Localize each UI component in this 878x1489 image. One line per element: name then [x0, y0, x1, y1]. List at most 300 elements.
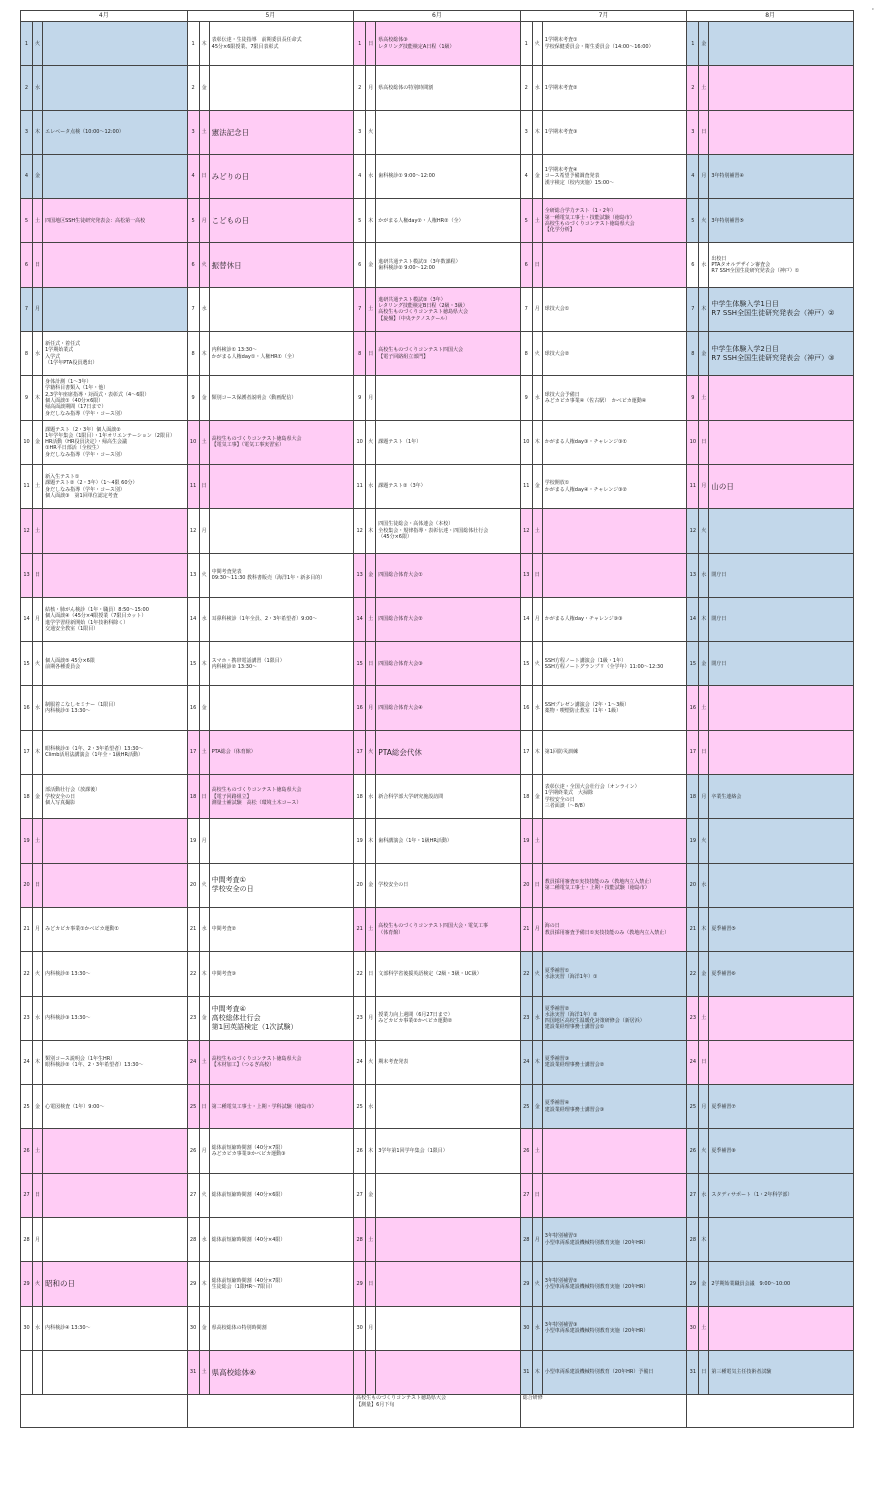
event-text: 内科検診② 13:30～ [43, 952, 188, 996]
day-number: 22 [21, 952, 33, 996]
weekday: 月 [366, 686, 376, 730]
day-number: 12 [520, 509, 532, 553]
weekday: 火 [699, 199, 709, 243]
weekday: 土 [699, 996, 709, 1040]
weekday: 金 [199, 996, 209, 1040]
weekday: 土 [33, 199, 43, 243]
weekday: 月 [366, 996, 376, 1040]
event-text: 中間考査③ [209, 952, 354, 996]
day-number: 26 [687, 1129, 699, 1173]
event-text [43, 22, 188, 66]
event-text: 総体前短縮時間割（40分×7限） 生徒総会（1限HR～7限目） [209, 1262, 354, 1306]
event-text [43, 287, 188, 331]
weekday: 日 [699, 110, 709, 154]
event-text: 新合科学部大学研究施設訪問 [376, 775, 521, 819]
event-text: 身体計測（1～3年） 学籍科目書類入（1年・他） 2,3学年座席指導・対面式・表彰式（4～6限） 個人面談①（40分×6限） 帰高面談期間（17日まで） 身だしなみ指導（学年・コース別） [43, 376, 188, 420]
event-text: 夏季補習④ 建設業経理事務士講習会③ [542, 1085, 687, 1129]
weekday: 土 [33, 819, 43, 863]
event-text: 四国総合体育大会④ [376, 686, 521, 730]
day-number: 18 [687, 775, 699, 819]
day-number: 4 [187, 154, 199, 198]
event-text: こどもの日 [209, 199, 354, 243]
event-text: 昭和の日 [43, 1262, 188, 1306]
event-text [43, 509, 188, 553]
calendar-row [21, 863, 854, 907]
event-text: 学校安全の日 [376, 863, 521, 907]
weekday: 火 [532, 332, 542, 376]
event-text: 海の日 教員採用審査予備日①実技技能のみ（教地内立入禁止） [542, 907, 687, 951]
day-number: 18 [187, 775, 199, 819]
weekday: 月 [366, 1306, 376, 1350]
footer-note [187, 1395, 354, 1428]
weekday: 日 [699, 1350, 709, 1394]
event-text: 課題テスト②（3年） [376, 464, 521, 508]
footer-row [21, 1395, 854, 1428]
weekday: 土 [366, 597, 376, 641]
day-number: 12 [687, 509, 699, 553]
event-text [376, 1306, 521, 1350]
weekday: 土 [366, 287, 376, 331]
day-number: 15 [354, 642, 366, 686]
weekday: 火 [699, 819, 709, 863]
day-number [354, 1350, 366, 1394]
event-text: 内科検診③ 13:30～ [43, 996, 188, 1040]
event-text: 3年特別補習② 小型車両系建設機械特別教育実施（20年HR） [542, 1262, 687, 1306]
day-number: 4 [21, 154, 33, 198]
weekday: 火 [199, 243, 209, 287]
month-header: 5月 [187, 11, 354, 22]
day-number: 23 [21, 996, 33, 1040]
calendar-row [21, 1262, 854, 1306]
weekday: 月 [33, 287, 43, 331]
day-number: 7 [520, 287, 532, 331]
weekday: 木 [366, 509, 376, 553]
event-text: 県高校総体の特別時間割 [376, 66, 521, 110]
weekday: 水 [532, 1306, 542, 1350]
event-text: 課題テスト（2・3年）個人面談② 1年学年集会（1限目）・1年オリエンテーション（2限目） HR活動（HR役員決定）・帰高生会議 ①HR平日部活（全校生） 身だしなみ指導（学年・コース別） [43, 420, 188, 464]
weekday: 水 [366, 464, 376, 508]
weekday: 木 [532, 420, 542, 464]
event-text: 夏季補習① 水泳実習（海洋1年）① [542, 952, 687, 996]
day-number: 21 [520, 907, 532, 951]
day-number: 6 [354, 243, 366, 287]
event-text [209, 509, 354, 553]
day-number: 11 [21, 464, 33, 508]
weekday: 金 [699, 642, 709, 686]
day-number: 19 [354, 819, 366, 863]
day-number: 30 [687, 1306, 699, 1350]
day-number: 19 [687, 819, 699, 863]
event-text: 中学生体験入学1日目 R7 SSH全国生徒研究発表会（神戸）② [709, 287, 854, 331]
event-text [43, 1350, 188, 1394]
event-text: 眼科検診①（1年、2・3年希望者）13:30～ Climb活用法講演会（1年全・1級HR活動） [43, 730, 188, 774]
day-number: 24 [520, 1040, 532, 1084]
day-number: 8 [354, 332, 366, 376]
footer-note [687, 1395, 854, 1428]
event-text [376, 1262, 521, 1306]
weekday: 火 [532, 952, 542, 996]
day-number: 2 [187, 66, 199, 110]
calendar-row [21, 154, 854, 198]
weekday: 日 [532, 863, 542, 907]
weekday: 土 [699, 66, 709, 110]
weekday: 月 [33, 597, 43, 641]
weekday: 日 [366, 332, 376, 376]
event-text: 中間考査④ 高校総体壮行会 第1回英語検定（1次試験） [209, 996, 354, 1040]
event-text [709, 730, 854, 774]
weekday: 木 [699, 907, 709, 951]
day-number: 5 [187, 199, 199, 243]
event-text [43, 154, 188, 198]
weekday: 土 [366, 907, 376, 951]
calendar-row [21, 642, 854, 686]
day-number: 9 [687, 376, 699, 420]
calendar-row [21, 1306, 854, 1350]
day-number: 15 [187, 642, 199, 686]
weekday: 日 [532, 553, 542, 597]
day-number: 3 [687, 110, 699, 154]
weekday: 木 [199, 332, 209, 376]
event-text [709, 1306, 854, 1350]
day-number: 1 [687, 22, 699, 66]
weekday: 土 [33, 1129, 43, 1173]
calendar-row [21, 332, 854, 376]
weekday: 土 [199, 1350, 209, 1394]
weekday: 月 [532, 907, 542, 951]
event-text: 授業力向上週間（6月27日まで） みどカビカ事業②かべビカ運動② [376, 996, 521, 1040]
weekday: 金 [199, 1306, 209, 1350]
day-number: 16 [21, 686, 33, 730]
event-text: 第三種電気主任技術者試験 [709, 1350, 854, 1394]
day-number: 7 [354, 287, 366, 331]
event-text [709, 996, 854, 1040]
day-number: 14 [520, 597, 532, 641]
weekday: 水 [532, 686, 542, 730]
day-number: 4 [687, 154, 699, 198]
weekday: 水 [366, 154, 376, 198]
weekday: 水 [199, 597, 209, 641]
day-number: 14 [21, 597, 33, 641]
weekday: 金 [366, 243, 376, 287]
weekday: 日 [366, 1262, 376, 1306]
calendar-row [21, 509, 854, 553]
day-number: 29 [520, 1262, 532, 1306]
event-text: 四国生徒総会・高体連会（本校） 全校集会・規律指導・表彰伝達・四国総体壮行会 （45分×6限） [376, 509, 521, 553]
event-text: 総体前短縮時間割（40分×7限） みどカビカ事業③かべビカ運動③ [209, 1129, 354, 1173]
event-text [709, 863, 854, 907]
day-number: 21 [187, 907, 199, 951]
calendar-row [21, 287, 854, 331]
event-text [709, 66, 854, 110]
day-number: 24 [21, 1040, 33, 1084]
weekday: 日 [699, 730, 709, 774]
day-number: 28 [21, 1218, 33, 1262]
calendar-row [21, 1350, 854, 1394]
day-number: 26 [520, 1129, 532, 1173]
weekday: 水 [33, 66, 43, 110]
weekday: 金 [699, 952, 709, 996]
day-number: 9 [354, 376, 366, 420]
event-text [376, 110, 521, 154]
weekday: 水 [532, 66, 542, 110]
day-number: 10 [21, 420, 33, 464]
calendar-table [20, 10, 854, 1428]
day-number: 16 [687, 686, 699, 730]
day-number: 9 [520, 376, 532, 420]
event-text: 3年特別補習① 小型車両系建設機械特別教育実施（20年HR） [542, 1218, 687, 1262]
weekday: 木 [699, 1218, 709, 1262]
event-text: 中間考査① 学校安全の日 [209, 863, 354, 907]
weekday: 木 [699, 597, 709, 641]
event-text: 歯科講演会（1年・1級HR活動） [376, 819, 521, 863]
event-text: 中間考査発表 09:30～11:30 教科書販売（海洋1年・新多目的） [209, 553, 354, 597]
day-number: 27 [21, 1173, 33, 1217]
day-number: 11 [520, 464, 532, 508]
calendar-row [21, 110, 854, 154]
event-text: 四国地区SSH生徒研究発表会：高松第一高校 [43, 199, 188, 243]
day-number: 11 [687, 464, 699, 508]
day-number: 10 [187, 420, 199, 464]
calendar-row [21, 376, 854, 420]
event-text: 高校生ものづくりコンテスト四国大会 【電子回路組立部門】 [376, 332, 521, 376]
weekday: 月 [699, 464, 709, 508]
calendar-row [21, 819, 854, 863]
weekday: 土 [699, 686, 709, 730]
day-number: 30 [21, 1306, 33, 1350]
event-text: 総体前短縮時間割（40分×4限） [209, 1218, 354, 1262]
event-text: みどりの日 [209, 154, 354, 198]
event-text: みどカビカ事業①かべビカ運動① [43, 907, 188, 951]
weekday: 土 [366, 1218, 376, 1262]
weekday: 金 [532, 154, 542, 198]
day-number: 20 [687, 863, 699, 907]
day-number: 26 [187, 1129, 199, 1173]
weekday: 土 [699, 376, 709, 420]
event-text: 球技大会② [542, 332, 687, 376]
calendar-row [21, 907, 854, 951]
weekday: 木 [33, 1040, 43, 1084]
event-text: 小型車両系建設機械特別教育（20年HR）予備日 [542, 1350, 687, 1394]
day-number: 23 [520, 996, 532, 1040]
event-text: 高校生ものづくりコンテスト四国大会・電気工事 （体育館） [376, 907, 521, 951]
day-number: 25 [687, 1085, 699, 1129]
event-text [43, 66, 188, 110]
day-number: 25 [21, 1085, 33, 1129]
day-number: 27 [187, 1173, 199, 1217]
weekday: 日 [199, 154, 209, 198]
event-text: 3年特別補習⑤ [709, 199, 854, 243]
event-text [43, 1173, 188, 1217]
event-text: 内科検診① 13:30～ かがまる人権day①・人権HR①（全） [209, 332, 354, 376]
weekday: 土 [532, 1129, 542, 1173]
event-text: PTA総会代休 [376, 730, 521, 774]
day-number: 18 [21, 775, 33, 819]
day-number: 15 [687, 642, 699, 686]
day-number: 7 [21, 287, 33, 331]
event-text: 教員採用審査①実技技能のみ（教地内立入禁止） 第二種電気工事士・上期・技能試験（徳島市） [542, 863, 687, 907]
calendar-row [21, 22, 854, 66]
event-text: 1学期末考査④ コース希望予備調査発表 漢字検定（校内実施）15:00～ [542, 154, 687, 198]
event-text: 球技大会予備日 みどカビカ事業④（佐古駅） かべビカ運動④ [542, 376, 687, 420]
weekday: 木 [366, 199, 376, 243]
weekday: 月 [199, 819, 209, 863]
weekday: 火 [699, 1129, 709, 1173]
day-number: 5 [520, 199, 532, 243]
weekday: 木 [366, 819, 376, 863]
day-number: 19 [21, 819, 33, 863]
weekday: 金 [366, 1173, 376, 1217]
weekday: 日 [699, 420, 709, 464]
weekday: 月 [33, 1218, 43, 1262]
weekday: 土 [532, 509, 542, 553]
event-text: 球技大会① [542, 287, 687, 331]
day-number: 27 [354, 1173, 366, 1217]
event-text: 中学生体験入学2日目 R7 SSH全国生徒研究発表会（神戸）③ [709, 332, 854, 376]
event-text: 期末考査発表 [376, 1040, 521, 1084]
month-header: 4月 [21, 11, 188, 22]
weekday: 火 [699, 509, 709, 553]
day-number: 30 [520, 1306, 532, 1350]
event-text: 第1回防災訓練 [542, 730, 687, 774]
event-text: 新入生テスト① 課題テスト②（2・3年）（1～4限 60分） 身だしなみ指導（学年・コース別） 個人面談③ 第1回単位認定考査 [43, 464, 188, 508]
calendar-row [21, 420, 854, 464]
event-text: 表彰伝達・全国大会壮行会（オンライン） 1学期終業式 大掃除 学校安全の日 三者面談（～8/8） [542, 775, 687, 819]
weekday: 木 [532, 110, 542, 154]
weekday: 火 [532, 22, 542, 66]
day-number: 20 [21, 863, 33, 907]
calendar-row [21, 199, 854, 243]
day-number: 25 [187, 1085, 199, 1129]
weekday: 木 [33, 110, 43, 154]
weekday: 火 [33, 22, 43, 66]
day-number: 16 [354, 686, 366, 730]
weekday: 日 [33, 1173, 43, 1217]
event-text: 内科検診④ 13:30～ [43, 1306, 188, 1350]
weekday: 月 [33, 907, 43, 951]
weekday: 火 [199, 863, 209, 907]
day-number: 2 [687, 66, 699, 110]
event-text: 表彰伝達・生徒指導 前期委員長任命式 45分×6限授業、7限目表彰式 [209, 22, 354, 66]
event-text [376, 1085, 521, 1129]
event-text: 2学期始業職員会議 9:00～10:00 [709, 1262, 854, 1306]
weekday: 木 [33, 730, 43, 774]
weekday: 木 [532, 1040, 542, 1084]
event-text [542, 819, 687, 863]
event-text [542, 1173, 687, 1217]
day-number: 7 [187, 287, 199, 331]
day-number: 24 [687, 1040, 699, 1084]
event-text [376, 1350, 521, 1394]
day-number: 17 [187, 730, 199, 774]
weekday: 日 [33, 863, 43, 907]
day-number: 4 [520, 154, 532, 198]
event-text [43, 1218, 188, 1262]
event-text: 四国総合体育大会③ [376, 642, 521, 686]
event-text [709, 1218, 854, 1262]
weekday: 日 [366, 642, 376, 686]
weekday: 土 [532, 199, 542, 243]
event-text: 課題テスト（1年） [376, 420, 521, 464]
day-number: 5 [21, 199, 33, 243]
weekday: 日 [33, 243, 43, 287]
weekday: 木 [532, 730, 542, 774]
event-text: 出校日 PTAタオルデザイン審査会 R7 SSH全国生徒研究発表会（神戸）① [709, 243, 854, 287]
day-number: 2 [21, 66, 33, 110]
event-text: 夏季補習⑦ [709, 1085, 854, 1129]
event-text [43, 243, 188, 287]
day-number: 29 [21, 1262, 33, 1306]
event-text: 振替休日 [209, 243, 354, 287]
weekday: 土 [33, 509, 43, 553]
month-header: 7月 [520, 11, 687, 22]
event-text: SSH方程ノート講演会（1級・1年） SSH方程ノートグランプリ（全学年）11:00～12:30 [542, 642, 687, 686]
weekday: 日 [199, 1085, 209, 1129]
day-number: 13 [354, 553, 366, 597]
event-text: 山の日 [709, 464, 854, 508]
day-number: 23 [687, 996, 699, 1040]
weekday: 水 [699, 1173, 709, 1217]
weekday: 木 [199, 952, 209, 996]
day-number: 5 [687, 199, 699, 243]
day-number: 13 [187, 553, 199, 597]
weekday: 月 [532, 597, 542, 641]
calendar-row [21, 1040, 854, 1084]
day-number: 6 [687, 243, 699, 287]
day-number: 29 [187, 1262, 199, 1306]
event-text: 部活動壮行会（放課後） 学校安全の日 個人写真撮影 [43, 775, 188, 819]
weekday: 火 [33, 642, 43, 686]
event-text [709, 509, 854, 553]
weekday: 土 [33, 464, 43, 508]
day-number: 20 [187, 863, 199, 907]
day-number: 24 [354, 1040, 366, 1084]
event-text [709, 420, 854, 464]
day-number: 22 [354, 952, 366, 996]
event-text [376, 376, 521, 420]
weekday: 木 [199, 1262, 209, 1306]
calendar-body [21, 22, 854, 1428]
weekday: 水 [199, 1218, 209, 1262]
event-text: 高校生ものづくりコンテスト徳島県大会 【電子回路組立】 測量士補試験 高松（環境土木コース） [209, 775, 354, 819]
weekday: 水 [699, 243, 709, 287]
event-text: 県高校総体の特別時間割 [209, 1306, 354, 1350]
day-number: 17 [687, 730, 699, 774]
weekday: 水 [199, 907, 209, 951]
event-text [43, 553, 188, 597]
day-number: 28 [687, 1218, 699, 1262]
event-text [209, 686, 354, 730]
event-text: 1学期末考査② [542, 66, 687, 110]
footer-note: 高校生ものづくりコンテスト徳島県大会 【測量】6月下旬 [354, 1395, 521, 1428]
event-text: かがまる人権day②・人権HR②（全） [376, 199, 521, 243]
event-text: 夏季補習⑧ [709, 1129, 854, 1173]
weekday: 月 [199, 199, 209, 243]
event-text [209, 287, 354, 331]
event-text [709, 376, 854, 420]
calendar-row [21, 775, 854, 819]
day-number: 2 [354, 66, 366, 110]
weekday: 火 [33, 952, 43, 996]
day-number: 19 [520, 819, 532, 863]
event-text: 1学期末考査③ [542, 110, 687, 154]
weekday: 日 [366, 952, 376, 996]
weekday: 日 [532, 243, 542, 287]
weekday: 金 [199, 66, 209, 110]
calendar-row [21, 243, 854, 287]
day-number: 10 [520, 420, 532, 464]
weekday: 木 [199, 642, 209, 686]
day-number: 5 [354, 199, 366, 243]
